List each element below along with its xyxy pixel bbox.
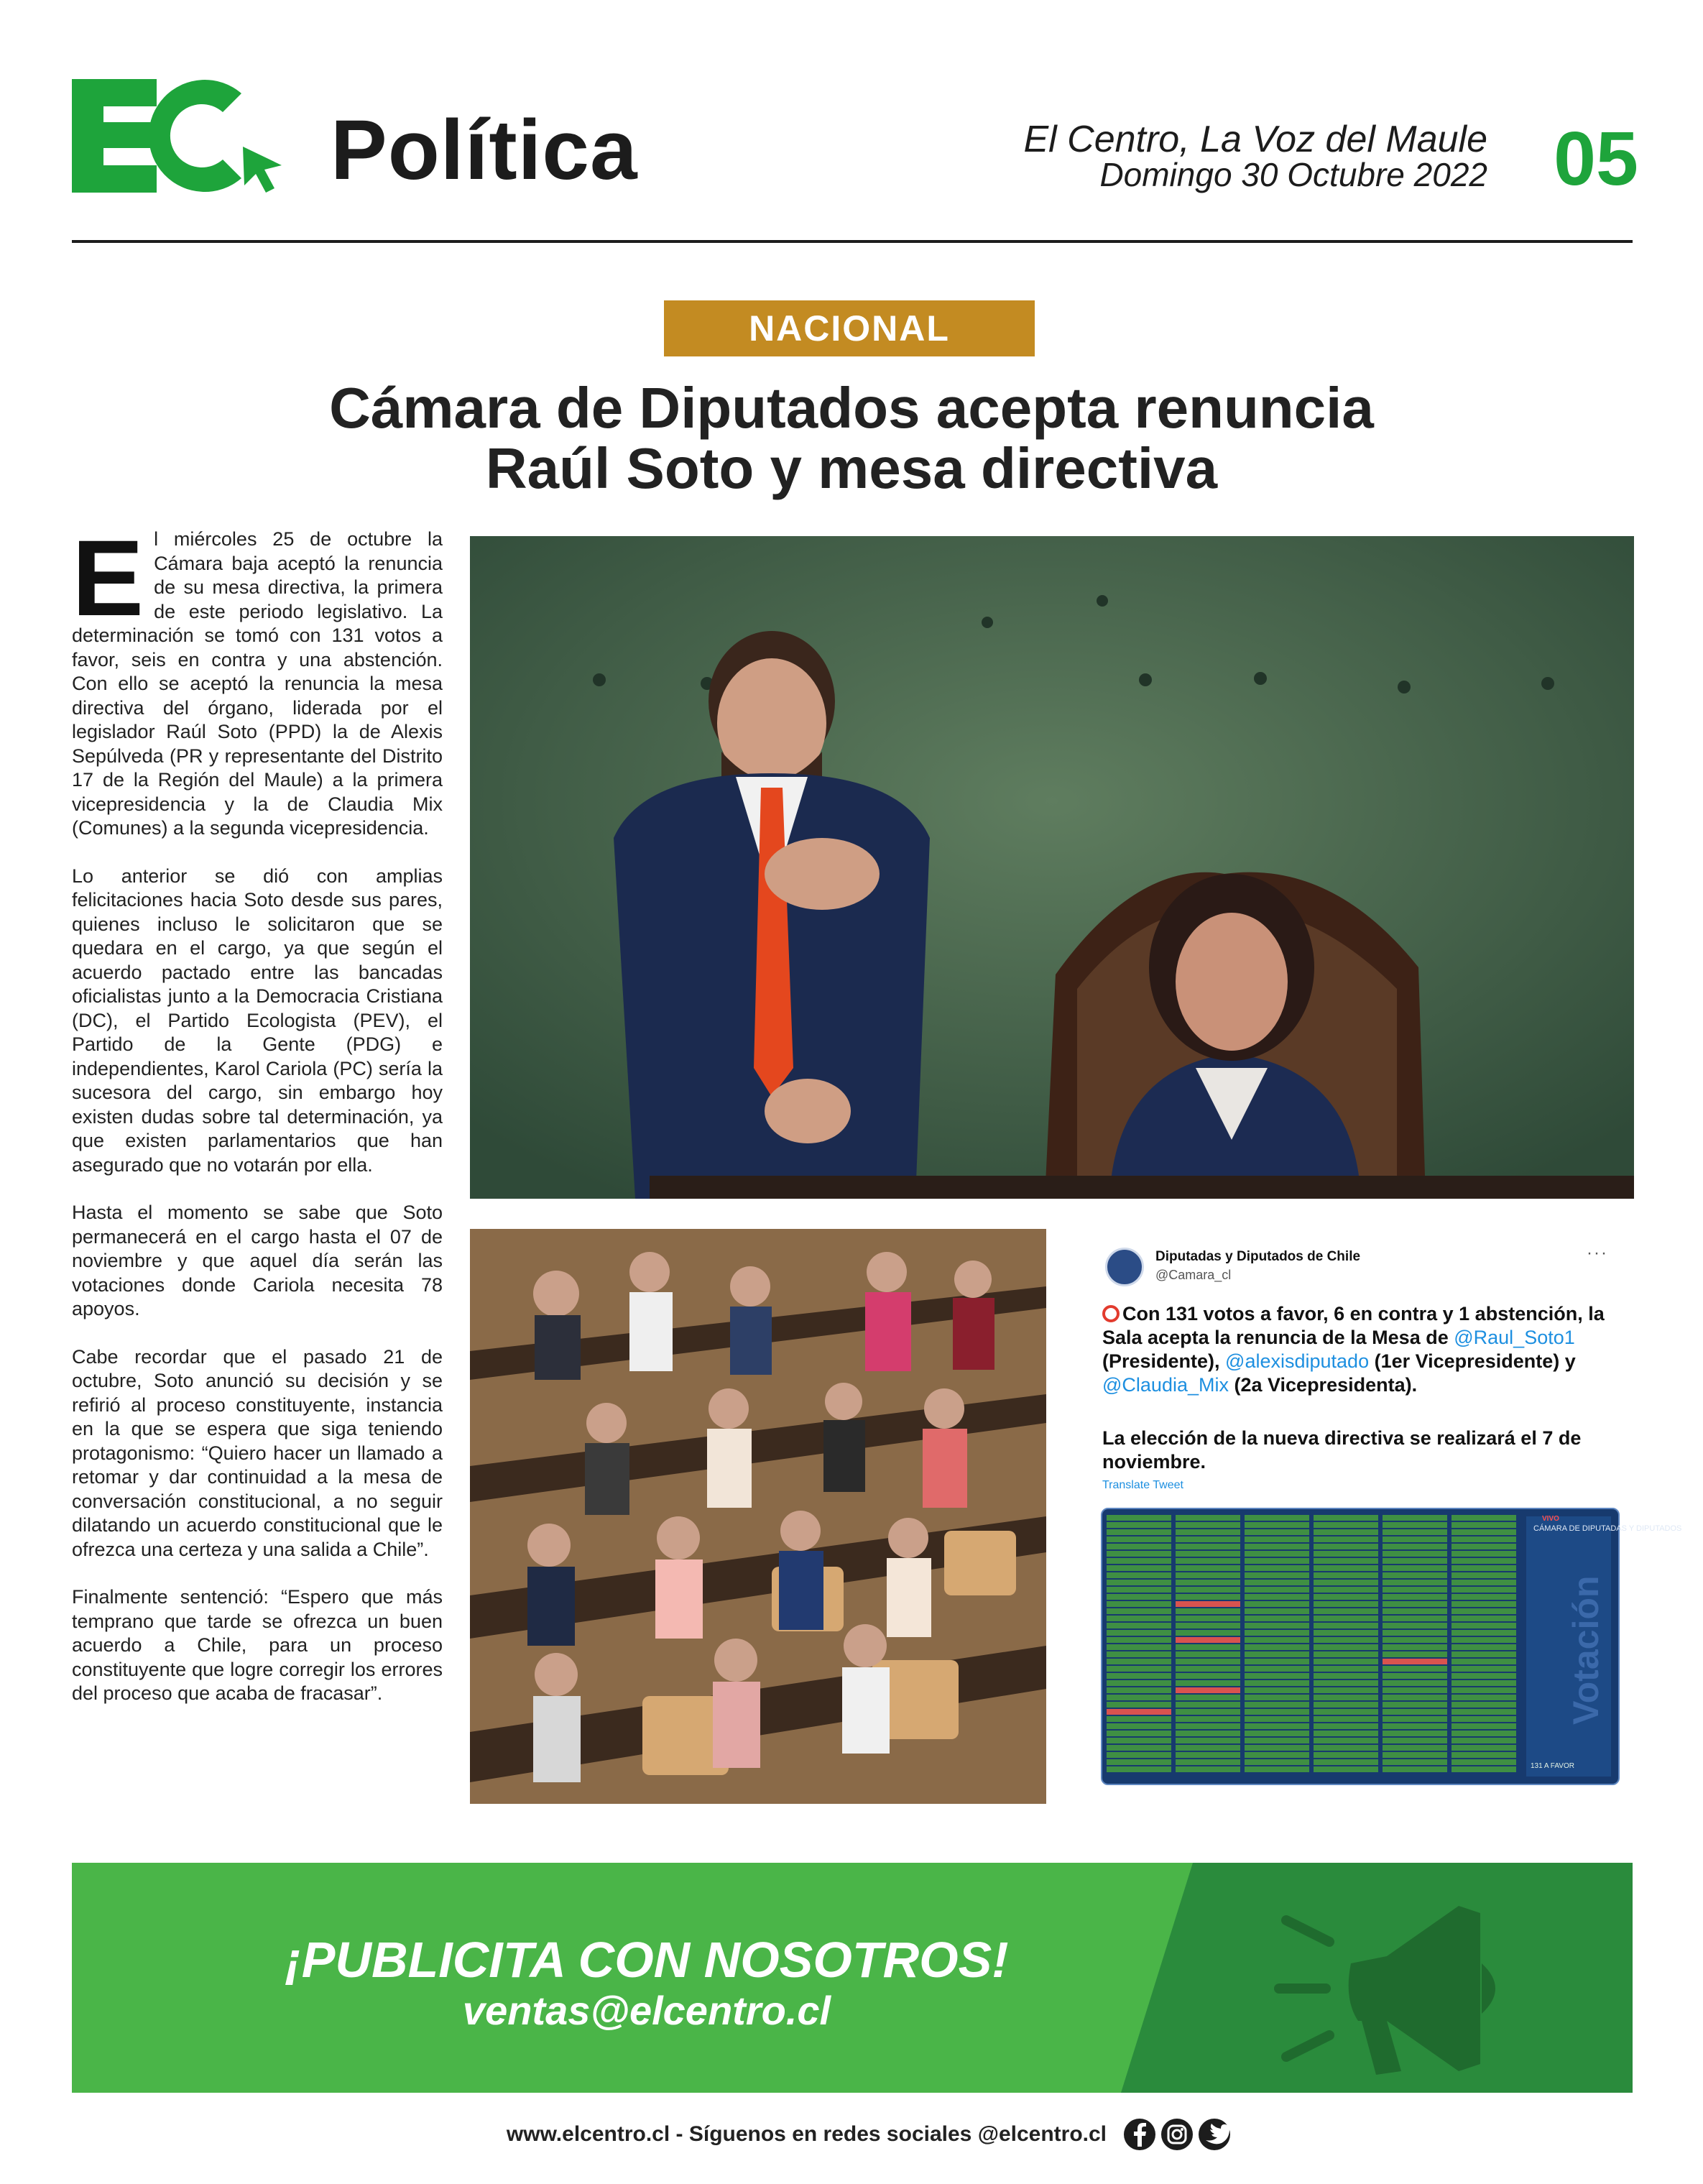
vote-cell [1314,1752,1378,1758]
vote-cell [1383,1544,1447,1549]
main-photo-illustration [470,536,1634,1199]
vote-cell [1107,1644,1171,1650]
vote-cell [1107,1572,1171,1578]
vote-cell [1107,1745,1171,1751]
vote-cell [1314,1766,1378,1772]
vote-cell [1452,1731,1516,1736]
vote-cell [1245,1580,1309,1585]
vote-cell [1107,1659,1171,1664]
vote-cell [1452,1644,1516,1650]
vote-cell [1245,1616,1309,1621]
vote-cell [1383,1687,1447,1693]
tweet-text-part-a: Con 131 votos a favor, 6 en contra y 1 abstención, la Sala acepta la renuncia de la Mesa de [1102,1303,1605,1348]
vote-cell [1107,1723,1171,1729]
drop-cap: E [72,517,144,638]
vote-cell [1314,1651,1378,1657]
vote-cell [1452,1616,1516,1621]
vote-cell [1176,1644,1240,1650]
article-body [72,517,443,1730]
vote-cell [1383,1752,1447,1758]
vote-cell [1245,1529,1309,1535]
vote-cell [1383,1659,1447,1664]
vote-cell [1314,1695,1378,1700]
publication-name: El Centro, La Voz del Maule [1023,119,1487,160]
tweet-author-name: Diputadas y Diputados de Chile [1155,1249,1361,1264]
vote-cell [1107,1766,1171,1772]
vote-cell [1314,1587,1378,1593]
vote-cell [1245,1637,1309,1643]
vote-cell [1107,1594,1171,1600]
vote-cell [1314,1709,1378,1715]
footer-text: www.elcentro.cl - Síguenos en redes sociales @elcentro.cl [506,2122,1107,2146]
vote-cell [1245,1551,1309,1557]
vote-cell [1383,1644,1447,1650]
vote-cell [1107,1731,1171,1736]
vote-cell [1452,1745,1516,1751]
vote-cell [1314,1637,1378,1643]
vote-cell [1383,1580,1447,1585]
vote-cell [1176,1702,1240,1708]
vote-cell [1176,1544,1240,1549]
red-circle-icon [1102,1305,1120,1322]
board-vivo: VIVO [1542,1515,1559,1523]
vote-cell [1383,1515,1447,1521]
twitter-icon[interactable] [1199,2119,1232,2150]
paragraph-1-text: l miércoles 25 de octubre la Cámara baja aceptó la renuncia de su mesa directiva, la primera de este periodo legislativo. La determinación se tomó con 131 votos a favor, seis en contra y una abstención. Con ello se aceptó la renuncia la mesa directiva del órgano, liderada por el legislador Raúl Soto (PPD) la de Alexis Sepúlveda (PR y representante del Distrito 17 de la Región del Maule) a la primera vicepresidencia y la de Claudia Mix (Comunes) a la segunda vicepresidencia. [72,528,443,839]
vote-cell [1245,1608,1309,1614]
board-title: CÁMARA DE DIPUTADAS Y DIPUTADOS [1533,1524,1682,1533]
vote-cell [1176,1536,1240,1542]
vote-cell [1245,1659,1309,1664]
vote-cell [1107,1759,1171,1765]
vote-cell [1383,1529,1447,1535]
main-photo [470,536,1634,1199]
vote-cell [1314,1673,1378,1679]
vote-cell [1107,1651,1171,1657]
vote-cell [1176,1673,1240,1679]
vote-cell [1107,1601,1171,1607]
vote-cell [1314,1745,1378,1751]
vote-cell [1452,1565,1516,1571]
vote-cell [1383,1745,1447,1751]
vote-cell [1383,1608,1447,1614]
vote-cell [1383,1594,1447,1600]
page-number: 05 [1554,116,1638,201]
vote-cell [1452,1608,1516,1614]
board-votacion-word: Votación [1566,1575,1606,1725]
paragraph-1 [72,517,443,841]
vote-cell [1314,1536,1378,1542]
vote-cell [1452,1558,1516,1564]
vote-cell [1176,1587,1240,1593]
social-icons [1121,2116,1236,2153]
vote-cell [1176,1594,1240,1600]
vote-cell [1107,1608,1171,1614]
embedded-tweet [1092,1229,1682,1804]
vote-cell [1452,1587,1516,1593]
ad-email[interactable]: ventas@elcentro.cl [462,1988,831,2033]
vote-cell [1452,1580,1516,1585]
vote-cell [1176,1766,1240,1772]
vote-cell [1176,1759,1240,1765]
vote-cell [1314,1630,1378,1636]
vote-cell [1107,1565,1171,1571]
vote-cell [1314,1738,1378,1743]
vote-cell [1176,1529,1240,1535]
vote-cell [1107,1551,1171,1557]
vote-cell [1176,1558,1240,1564]
tweet-text-second: La elección de la nueva directiva se realizará el 7 de noviembre. [1102,1427,1582,1473]
vote-cell [1107,1687,1171,1693]
camara-avatar [1105,1248,1144,1286]
vote-cell [1107,1515,1171,1521]
vote-cell [1383,1558,1447,1564]
vote-cell [1452,1594,1516,1600]
vote-cell [1176,1608,1240,1614]
vote-cell [1245,1716,1309,1722]
vote-cell [1314,1731,1378,1736]
vote-cell [1452,1572,1516,1578]
vote-cell [1314,1544,1378,1549]
vote-cell [1245,1630,1309,1636]
vote-cell [1245,1752,1309,1758]
section-kicker: NACIONAL [664,300,1035,356]
vote-cell [1452,1544,1516,1549]
headline-line-2: Raúl Soto y mesa directiva [485,436,1218,500]
vote-cell [1107,1536,1171,1542]
vote-cell [1245,1702,1309,1708]
vote-cell [1176,1580,1240,1585]
vote-cell [1314,1616,1378,1621]
vote-cell [1314,1572,1378,1578]
vote-cell [1245,1738,1309,1743]
vote-cell [1314,1594,1378,1600]
vote-cell [1107,1695,1171,1700]
vote-cell [1452,1601,1516,1607]
voting-board-image [1101,1508,1682,1785]
vote-cell [1452,1623,1516,1628]
chamber-photo-illustration [470,1229,1046,1804]
vote-cell [1176,1666,1240,1672]
vote-cell [1107,1716,1171,1722]
vote-cell [1314,1551,1378,1557]
paragraph-4: Cabe recordar que el pasado 21 de octubre, Soto anunció su decisión y se refirió al proceso constituyente, instancia en la que se espera que siga teniendo protagonismo: “Quiero hacer un llamado a retomar y dar continuidad a la mesa de conversación constitucional, a no seguir dilatando un acuerdo constitucional que le ofrezca una certeza y una salida a Chile”. [72,1345,443,1560]
vote-cell [1314,1702,1378,1708]
vote-cell [1176,1695,1240,1700]
vote-cell [1383,1522,1447,1528]
vote-cell [1176,1572,1240,1578]
vote-cell [1383,1680,1447,1686]
paragraph-2: Lo anterior se dió con amplias felicitaciones hacia Soto desde sus pares, quienes incluso le solicitaron que se quedara en el cargo, ya que según el acuerdo pactado entre las bancadas oficialistas junto a la Democracia Cristiana (DC), el Partido Ecologista (PEV), el Partido de la Gente (PDG) e independientes, Karol Cariola (PC) sería la sucesora del cargo, sin embargo hoy existen dudas sobre tal determinación, ya que existen parlamentarios que han asegurado que no votarán por ella. [72,865,443,1176]
vote-cell [1245,1687,1309,1693]
vote-cell [1314,1716,1378,1722]
instagram-icon[interactable] [1161,2119,1193,2150]
vote-cell [1383,1630,1447,1636]
el-centro-logo [72,75,287,197]
vote-cell [1452,1723,1516,1729]
vote-cell [1176,1659,1240,1664]
vote-cell [1452,1536,1516,1542]
mention-claudia-mix[interactable]: @Claudia_Mix [1102,1374,1229,1396]
vote-cell [1383,1565,1447,1571]
tweet-text-part-d: (2a Vicepresidenta). [1228,1374,1418,1396]
vote-cell [1383,1666,1447,1672]
vote-cell [1452,1752,1516,1758]
vote-cell [1452,1659,1516,1664]
vote-cell [1452,1651,1516,1657]
vote-cell [1383,1536,1447,1542]
vote-cell [1107,1630,1171,1636]
vote-cell [1452,1666,1516,1672]
vote-cell [1383,1616,1447,1621]
vote-cell [1314,1515,1378,1521]
vote-cell [1383,1738,1447,1743]
vote-cell [1176,1551,1240,1557]
vote-cell [1107,1587,1171,1593]
vote-cell [1452,1738,1516,1743]
vote-cell [1176,1738,1240,1743]
vote-cell [1176,1630,1240,1636]
publication-date: Domingo 30 Octubre 2022 [1099,156,1487,193]
vote-cell [1107,1702,1171,1708]
vote-cell [1107,1673,1171,1679]
vote-cell [1314,1659,1378,1664]
vote-cell [1107,1752,1171,1758]
vote-cell [1383,1572,1447,1578]
vote-cell [1245,1536,1309,1542]
vote-cell [1452,1766,1516,1772]
vote-cell [1383,1637,1447,1643]
vote-cell [1452,1716,1516,1722]
vote-cell [1314,1522,1378,1528]
vote-cell [1383,1759,1447,1765]
mention-raul-soto[interactable]: @Raul_Soto1 [1454,1327,1575,1348]
vote-cell [1383,1695,1447,1700]
vote-cell [1383,1551,1447,1557]
advertising-banner[interactable] [72,1863,1633,2093]
vote-cell [1452,1702,1516,1708]
header-divider [72,240,1633,243]
voting-board-illustration [1102,1509,1682,1784]
vote-cell [1245,1666,1309,1672]
vote-cell [1314,1608,1378,1614]
vote-cell [1314,1723,1378,1729]
vote-cell [1176,1716,1240,1722]
vote-cell [1452,1529,1516,1535]
vote-cell [1107,1680,1171,1686]
vote-cell [1107,1623,1171,1628]
vote-cell [1107,1544,1171,1549]
vote-cell [1383,1651,1447,1657]
vote-cell [1452,1551,1516,1557]
vote-cell [1245,1731,1309,1736]
vote-cell [1107,1529,1171,1535]
vote-cell [1245,1558,1309,1564]
vote-cell [1452,1515,1516,1521]
vote-cell [1245,1651,1309,1657]
chamber-photo [470,1229,1046,1804]
ad-headline: ¡PUBLICITA CON NOSOTROS! [285,1932,1009,1988]
mention-alexis-diputado[interactable]: @alexisdiputado [1225,1350,1370,1372]
vote-cell [1245,1723,1309,1729]
vote-cell [1176,1723,1240,1729]
tweet-text [1102,1302,1627,1397]
vote-cell [1452,1687,1516,1693]
vote-cell [1383,1731,1447,1736]
vote-cell [1452,1673,1516,1679]
vote-cell [1107,1616,1171,1621]
vote-cell [1107,1558,1171,1564]
vote-cell [1176,1687,1240,1693]
vote-cell [1245,1673,1309,1679]
vote-cell [1107,1709,1171,1715]
board-tally: 131 A FAVOR [1531,1762,1574,1770]
section-title: Política [331,103,638,198]
vote-cell [1452,1630,1516,1636]
vote-cell [1314,1644,1378,1650]
vote-cell [1176,1515,1240,1521]
tweet-text-part-c: (1er Vicepresidente) y [1369,1350,1576,1372]
vote-cell [1314,1580,1378,1585]
vote-cell [1383,1587,1447,1593]
vote-cell [1245,1695,1309,1700]
vote-cell [1176,1637,1240,1643]
vote-cell [1107,1738,1171,1743]
vote-cell [1176,1745,1240,1751]
vote-cell [1383,1709,1447,1715]
vote-cell [1314,1759,1378,1765]
vote-cell [1107,1666,1171,1672]
vote-cell [1176,1752,1240,1758]
vote-cell [1452,1522,1516,1528]
facebook-icon[interactable] [1124,2119,1155,2150]
vote-cell [1314,1687,1378,1693]
vote-cell [1107,1522,1171,1528]
vote-cell [1245,1709,1309,1715]
vote-cell [1452,1695,1516,1700]
vote-cell [1176,1651,1240,1657]
vote-cell [1383,1601,1447,1607]
vote-cell [1314,1558,1378,1564]
vote-cell [1383,1702,1447,1708]
vote-cell [1452,1709,1516,1715]
vote-cell [1107,1580,1171,1585]
vote-cell [1245,1565,1309,1571]
vote-cell [1314,1601,1378,1607]
vote-cell [1314,1623,1378,1628]
vote-cell [1383,1623,1447,1628]
vote-cell [1452,1759,1516,1765]
translate-tweet-link[interactable]: Translate Tweet [1102,1479,1183,1491]
vote-cell [1176,1601,1240,1607]
vote-cell [1176,1623,1240,1628]
vote-cell [1176,1731,1240,1736]
vote-cell [1314,1565,1378,1571]
vote-cell [1314,1529,1378,1535]
vote-cell [1245,1522,1309,1528]
vote-cell [1383,1723,1447,1729]
vote-cell [1176,1709,1240,1715]
vote-cell [1314,1666,1378,1672]
vote-cell [1176,1680,1240,1686]
vote-cell [1245,1587,1309,1593]
headline-line-1: Cámara de Diputados acepta renuncia [329,376,1374,440]
vote-cell [1107,1637,1171,1643]
vote-cell [1176,1565,1240,1571]
more-options-icon[interactable]: ··· [1587,1243,1608,1263]
vote-cell [1245,1623,1309,1628]
vote-cell [1383,1766,1447,1772]
vote-cell [1383,1673,1447,1679]
vote-cell [1245,1594,1309,1600]
tweet-author-handle: @Camara_cl [1155,1268,1232,1282]
vote-cell [1245,1766,1309,1772]
paragraph-5: Finalmente sentenció: “Espero que más temprano que tarde se ofrezca un buen acuerdo a Chile, para un proceso constituyente que logre corregir los errores del proceso que acaba de fracasar”. [72,1586,443,1704]
vote-cell [1245,1601,1309,1607]
vote-cell [1245,1644,1309,1650]
vote-cell [1314,1680,1378,1686]
vote-cell [1245,1759,1309,1765]
vote-cell [1245,1745,1309,1751]
tweet-text-part-b: (Presidente), [1102,1350,1226,1372]
vote-cell [1176,1522,1240,1528]
vote-cell [1383,1716,1447,1722]
vote-cell [1245,1515,1309,1521]
vote-cell [1176,1616,1240,1621]
paragraph-3: Hasta el momento se sabe que Soto permanecerá en el cargo hasta el 07 de noviembre y que aquel día serán las votaciones donde Cariola necesita 78 apoyos. [72,1202,443,1319]
vote-cell [1245,1572,1309,1578]
vote-cell [1245,1680,1309,1686]
vote-cell [1452,1680,1516,1686]
vote-cell [1245,1544,1309,1549]
vote-cell [1452,1637,1516,1643]
